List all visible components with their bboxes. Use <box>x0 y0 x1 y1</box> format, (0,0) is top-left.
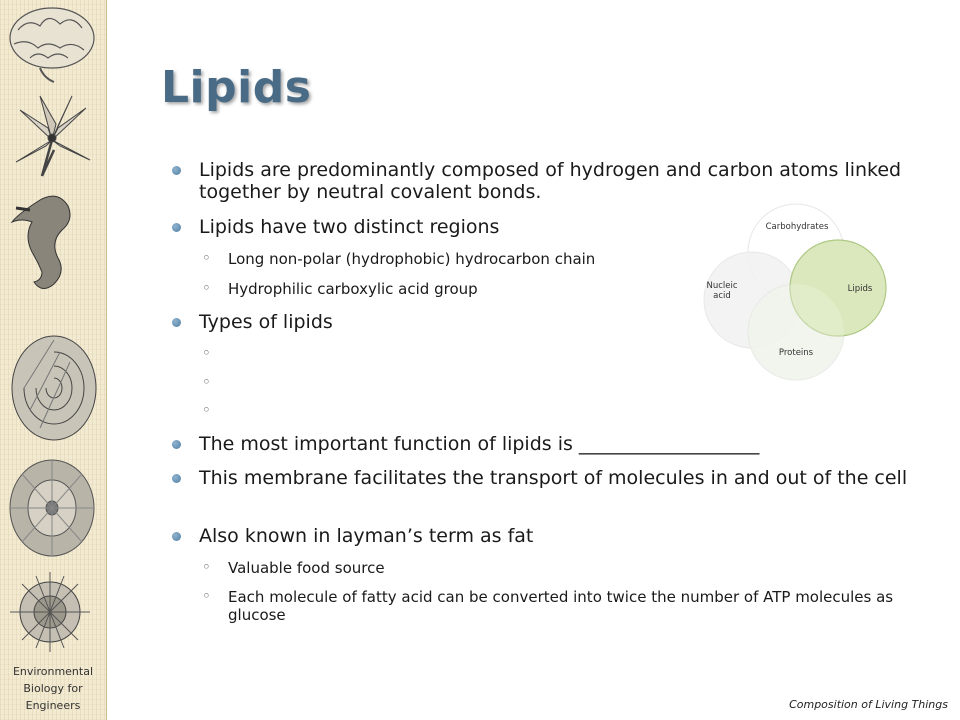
circle-proteins-overlay <box>748 284 844 380</box>
label-nucleic-acid <box>700 281 744 301</box>
sub-bullet-food: ◦ Valuable food source <box>228 559 928 577</box>
sub-bullet-empty <box>228 374 528 392</box>
bullet-membrane: This membrane facilitates the transport of molecules in and out of the cell <box>199 467 939 489</box>
slide-footer: Composition of Living Things <box>789 698 948 711</box>
label-lipids: Lipids <box>847 284 873 294</box>
biomolecules-diagram <box>700 200 890 389</box>
bullet-fat: Also known in layman’s term as fat <box>199 525 939 547</box>
label-carbohydrates: Carbohydrates <box>765 222 829 232</box>
sidebar-caption-line: Engineers <box>25 699 81 712</box>
label-proteins: Proteins <box>778 348 814 358</box>
sub-bullet-empty <box>228 402 528 420</box>
bullet-regions: Lipids have two distinct regions <box>199 216 699 238</box>
sub-bullet-hydrophobic: ◦ Long non-polar (hydrophobic) hydrocarbon chain <box>228 250 688 268</box>
label-nucleic-acid-line: acid <box>713 291 731 301</box>
sub-bullet-hydrophilic: ◦ Hydrophilic carboxylic acid group <box>228 280 688 298</box>
slide-title: Lipids <box>161 62 312 113</box>
label-nucleic-acid-line: Nucleic <box>706 281 738 291</box>
bullet-composition: Lipids are predominantly composed of hydrogen and carbon atoms linked together by neutral covalent bonds. <box>199 159 939 203</box>
bullet-function: The most important function of lipids is ___________________ <box>199 433 939 455</box>
sidebar-caption-line: Environmental <box>12 665 94 678</box>
sub-bullet-empty <box>228 345 528 363</box>
sidebar-caption-line: Biology for <box>23 682 83 695</box>
bullet-types: Types of lipids <box>199 311 699 333</box>
sub-bullet-atp: ◦ Each molecule of fatty acid can be converted into twice the number of ATP molecules as glucose <box>228 588 938 624</box>
